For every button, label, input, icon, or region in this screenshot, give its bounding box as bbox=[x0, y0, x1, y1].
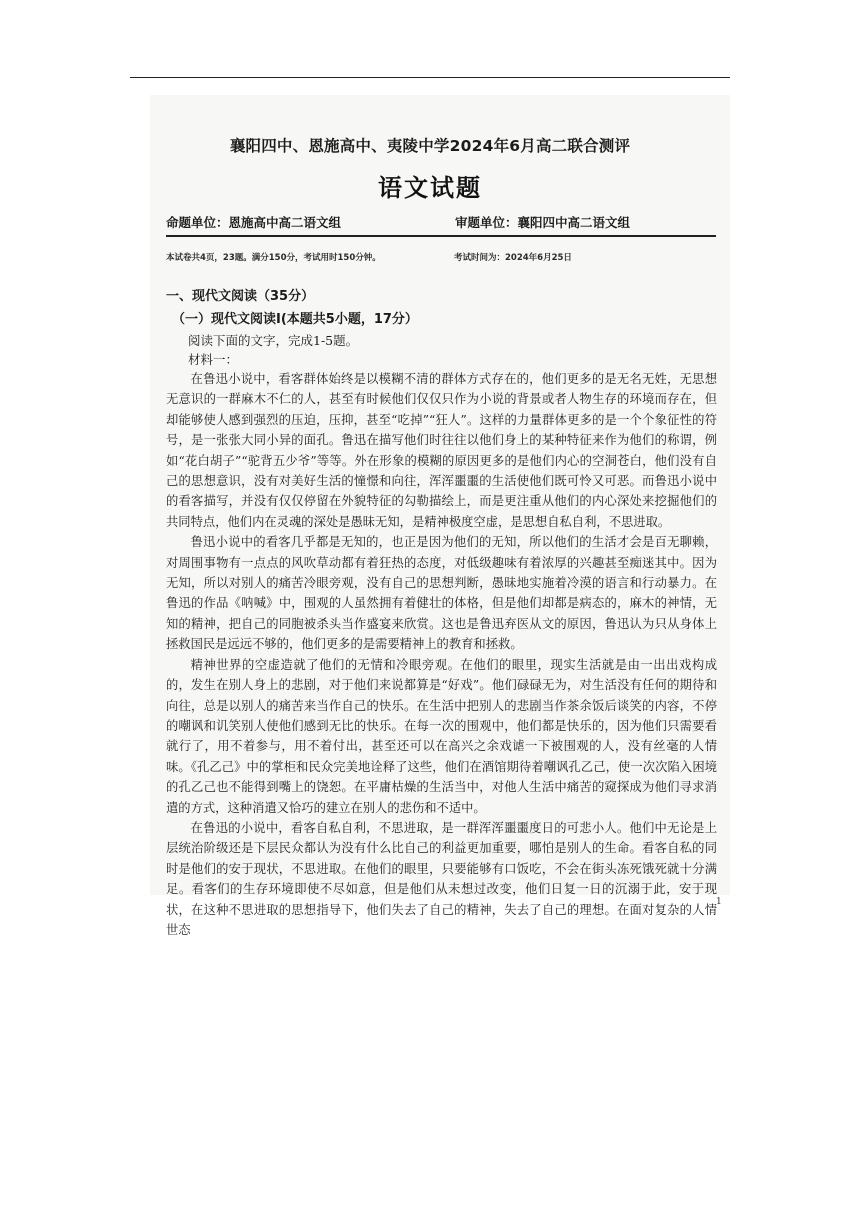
header-divider bbox=[166, 235, 716, 237]
page-number: 1 bbox=[716, 897, 722, 907]
subsection-heading: （一）现代文阅读Ⅰ(本题共5小题，17分） bbox=[172, 312, 418, 327]
paragraph: 精神世界的空虚造就了他们的无情和冷眼旁观。在他们的眼里，现实生活就是由一出出戏构成的，发生在别人身上的悲剧，对于他们来说都算是“好戏”。他们碌碌无为，对生活没有任何的期待和向往，总是以别人的痛苦来当作自己的快乐。在生活中把别人的悲剧当作茶余饭后谈笑的内容，不停的嘲讽和讥笑别人使他们感到无比的快乐。在每一次的围观中，他们都是快乐的，因为他们只需要看就行了，用不着参与，用不着付出，甚至还可以在高兴之余戏谑一下被围观的人，没有丝毫的人情味。《孔乙己》中的掌柜和民众完美地诠释了这些，他们在酒馆期待着嘲讽孔乙己，使一次次陷入困境的孔乙己也不能得到嘴上的饶恕。在平庸枯燥的生活当中，对他人生活中痛苦的窥探成为他们寻求消遣的方式，这种消遣又恰巧的建立在别人的悲伤和不适中。 bbox=[166, 657, 717, 815]
reviewer-unit: 审题单位：襄阳四中高二语文组 bbox=[455, 215, 631, 230]
subject-title: 语文试题 bbox=[378, 174, 482, 202]
exam-info: 本试卷共4页，23题。满分150分，考试用时150分钟。 bbox=[166, 253, 381, 263]
paragraph: 鲁迅小说中的看客几乎都是无知的，也正是因为他们的无知，所以他们的生活才会是百无聊赖，对周围事物有一点点的风吹草动都有着狂热的态度，对低级趣味有着浓厚的兴趣甚至痴迷其中。因为无知，所以对别人的痛苦冷眼旁观，没有自己的思想判断，愚昧地实施着冷漠的语言和行动暴力。在鲁迅的作品《呐喊》中，围观的人虽然拥有着健壮的体格，但是他们却都是病态的，麻木的神情，无知的精神，把自己的同胞被杀头当作盛宴来欣赏。这也是鲁迅弃医从文的原因，鲁迅认为只从身体上拯救国民是远远不够的，他们更多的是需要精神上的教育和拯救。 bbox=[166, 535, 717, 652]
exam-info-row bbox=[166, 251, 716, 265]
unit-row bbox=[166, 213, 716, 233]
material-label: 材料一： bbox=[188, 352, 239, 367]
paragraph: 在鲁迅的小说中，看客自私自利，不思进取，是一群浑浑噩噩度日的可悲小人。他们中无论是上层统治阶级还是下层民众都认为没有什么比自己的利益更加重要，哪怕是别人的生命。看客自私的同时是他们的安于现状，不思进取。在他们的眼里，只要能够有口饭吃，不会在街头冻死饿死就十分满足。看客们的生存环境即使不尽如意，但是他们从未想过改变，他们日复一日的沉溺于此，安于现状，在这种不思进取的思想指导下，他们失去了自己的精神，失去了自己的理想。在面对复杂的人情世态 bbox=[166, 820, 717, 937]
exam-date: 考试时间为：2024年6月25日 bbox=[454, 253, 572, 263]
paragraph: 在鲁迅小说中，看客群体始终是以模糊不清的群体方式存在的，他们更多的是无名无姓，无思想无意识的一群麻木不仁的人，甚至有时候他们仅仅只作为小说的背景或者人物生存的环境而存在，但却能够使人感到强烈的压迫，压抑，甚至“吃掉”“狂人”。这样的力量群体更多的是一个个象征性的符号，是一张张大同小异的面孔。鲁迅在描写他们时往往以他们身上的某种特征来作为他们的称谓，例如“花白胡子”“驼背五少爷”等等。外在形象的模糊的原因更多的是他们内心的空洞苍白，他们没有自己的思想意识，没有对美好生活的憧憬和向往，浑浑噩噩的生活使他们既可怜又可恶。而鲁迅小说中的看客描写，并没有仅仅停留在外貌特征的勾勒描绘上，而是更注重从他们的内心深处来挖掘他们的共同特点，他们内在灵魂的深处是愚昧无知，是精神极度空虚，是思想自私自利，不思进取。 bbox=[166, 372, 717, 529]
exam-title: 襄阳四中、恩施高中、夷陵中学2024年6月高二联合测评 bbox=[229, 137, 631, 155]
top-rule bbox=[130, 77, 730, 78]
reading-instruction: 阅读下面的文字，完成1-5题。 bbox=[188, 333, 359, 348]
material-body bbox=[166, 369, 717, 940]
section-heading: 一、现代文阅读（35分） bbox=[166, 289, 315, 304]
setter-unit: 命题单位：恩施高中高二语文组 bbox=[166, 215, 342, 230]
